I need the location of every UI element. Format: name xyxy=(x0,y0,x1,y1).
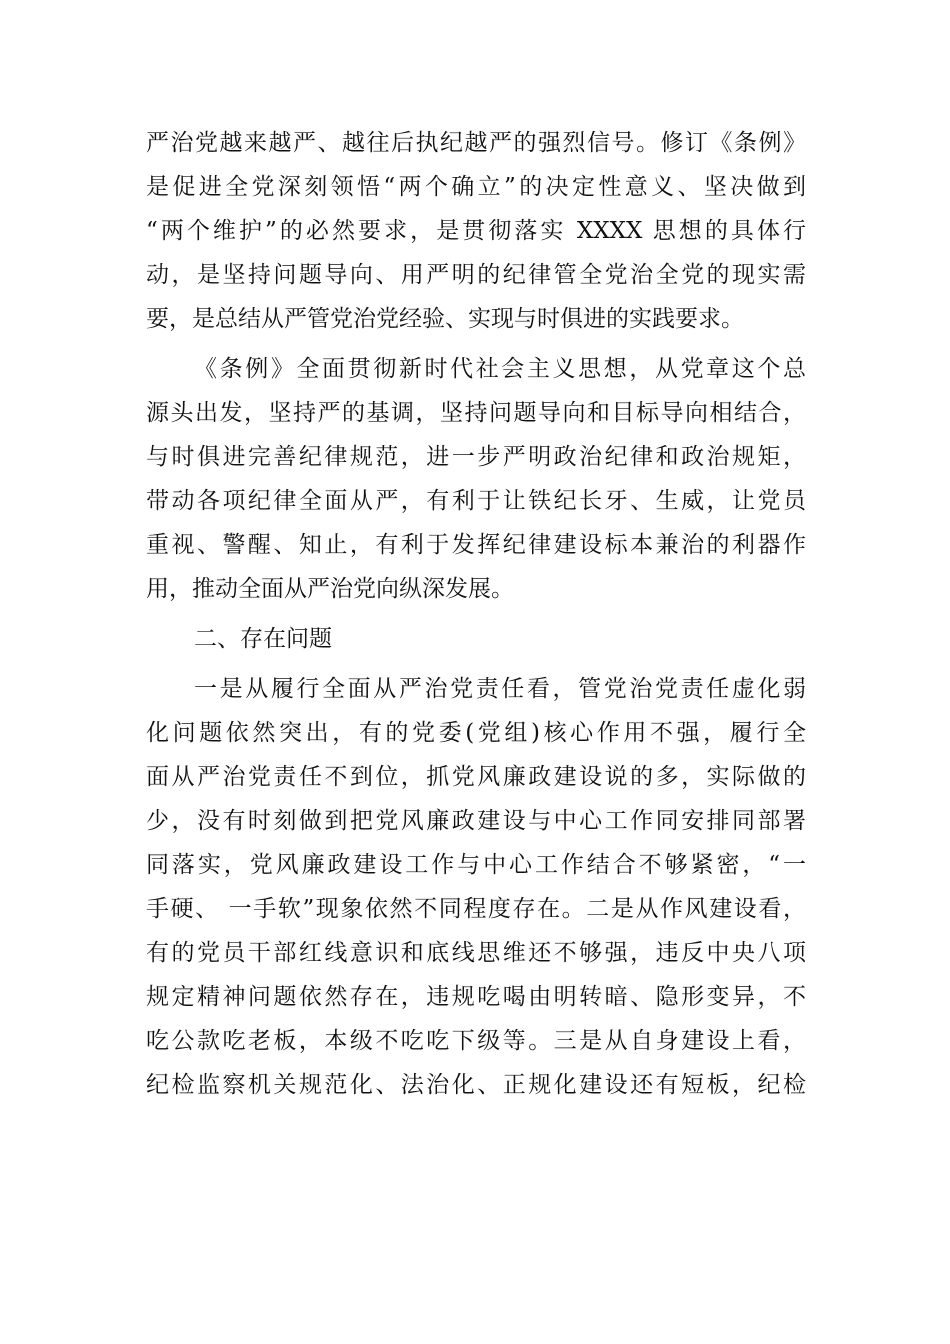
text-line: 重视、警醒、知止，有利于发挥纪律建设标本兼治的利器作 xyxy=(146,532,806,558)
paragraph xyxy=(146,667,806,1107)
text-line: 用，推动全面从严治党向纵深发展。 xyxy=(146,576,514,602)
document-body xyxy=(146,121,806,1107)
paragraph xyxy=(146,121,806,341)
paragraph xyxy=(146,347,806,611)
section-heading-text: 二、存在问题 xyxy=(194,626,332,652)
text-line: 手硬、 一手软”现象依然不同程度存在。二是从作风建设看， xyxy=(146,896,806,922)
text-line: 源头出发，坚持严的基调，坚持问题导向和目标导向相结合， xyxy=(146,400,806,426)
section-heading xyxy=(146,617,806,661)
text-line: 少，没有时刻做到把党风廉政建设与中心工作同安排同部署 xyxy=(146,808,806,834)
text-line: 与时俱进完善纪律规范，进一步严明政治纪律和政治规矩， xyxy=(146,444,806,470)
text-line: 同落实，党风廉政建设工作与中心工作结合不够紧密，“一 xyxy=(146,852,806,878)
text-line: 《条例》全面贯彻新时代社会主义思想，从党章这个总 xyxy=(194,356,806,382)
text-line: 吃公款吃老板，本级不吃吃下级等。三是从自身建设上看， xyxy=(146,1028,806,1054)
text-line: 是促进全党深刻领悟“两个确立”的决定性意义、坚决做到 xyxy=(146,174,806,200)
text-line: 带动各项纪律全面从严，有利于让铁纪长牙、生威，让党员 xyxy=(146,488,806,514)
text-line: “两个维护”的必然要求，是贯彻落实 XXXX 思想的具体行 xyxy=(146,218,806,244)
text-line: 一是从履行全面从严治党责任看，管党治党责任虚化弱 xyxy=(194,676,806,702)
text-line: 面从严治党责任不到位，抓党风廉政建设说的多，实际做的 xyxy=(146,764,806,790)
text-line: 化问题依然突出，有的党委(党组)核心作用不强，履行全 xyxy=(146,720,806,746)
text-line: 规定精神问题依然存在，违规吃喝由明转暗、隐形变异，不 xyxy=(146,984,806,1010)
text-line: 要，是总结从严管党治党经验、实现与时俱进的实践要求。 xyxy=(146,306,744,332)
text-line: 纪检监察机关规范化、法治化、正规化建设还有短板，纪检 xyxy=(146,1072,806,1098)
text-line: 动，是坚持问题导向、用严明的纪律管全党治全党的现实需 xyxy=(146,262,806,288)
text-line: 有的党员干部红线意识和底线思维还不够强，违反中央八项 xyxy=(146,940,806,966)
text-line: 严治党越来越严、越往后执纪越严的强烈信号。修订《条例》 xyxy=(146,130,806,156)
